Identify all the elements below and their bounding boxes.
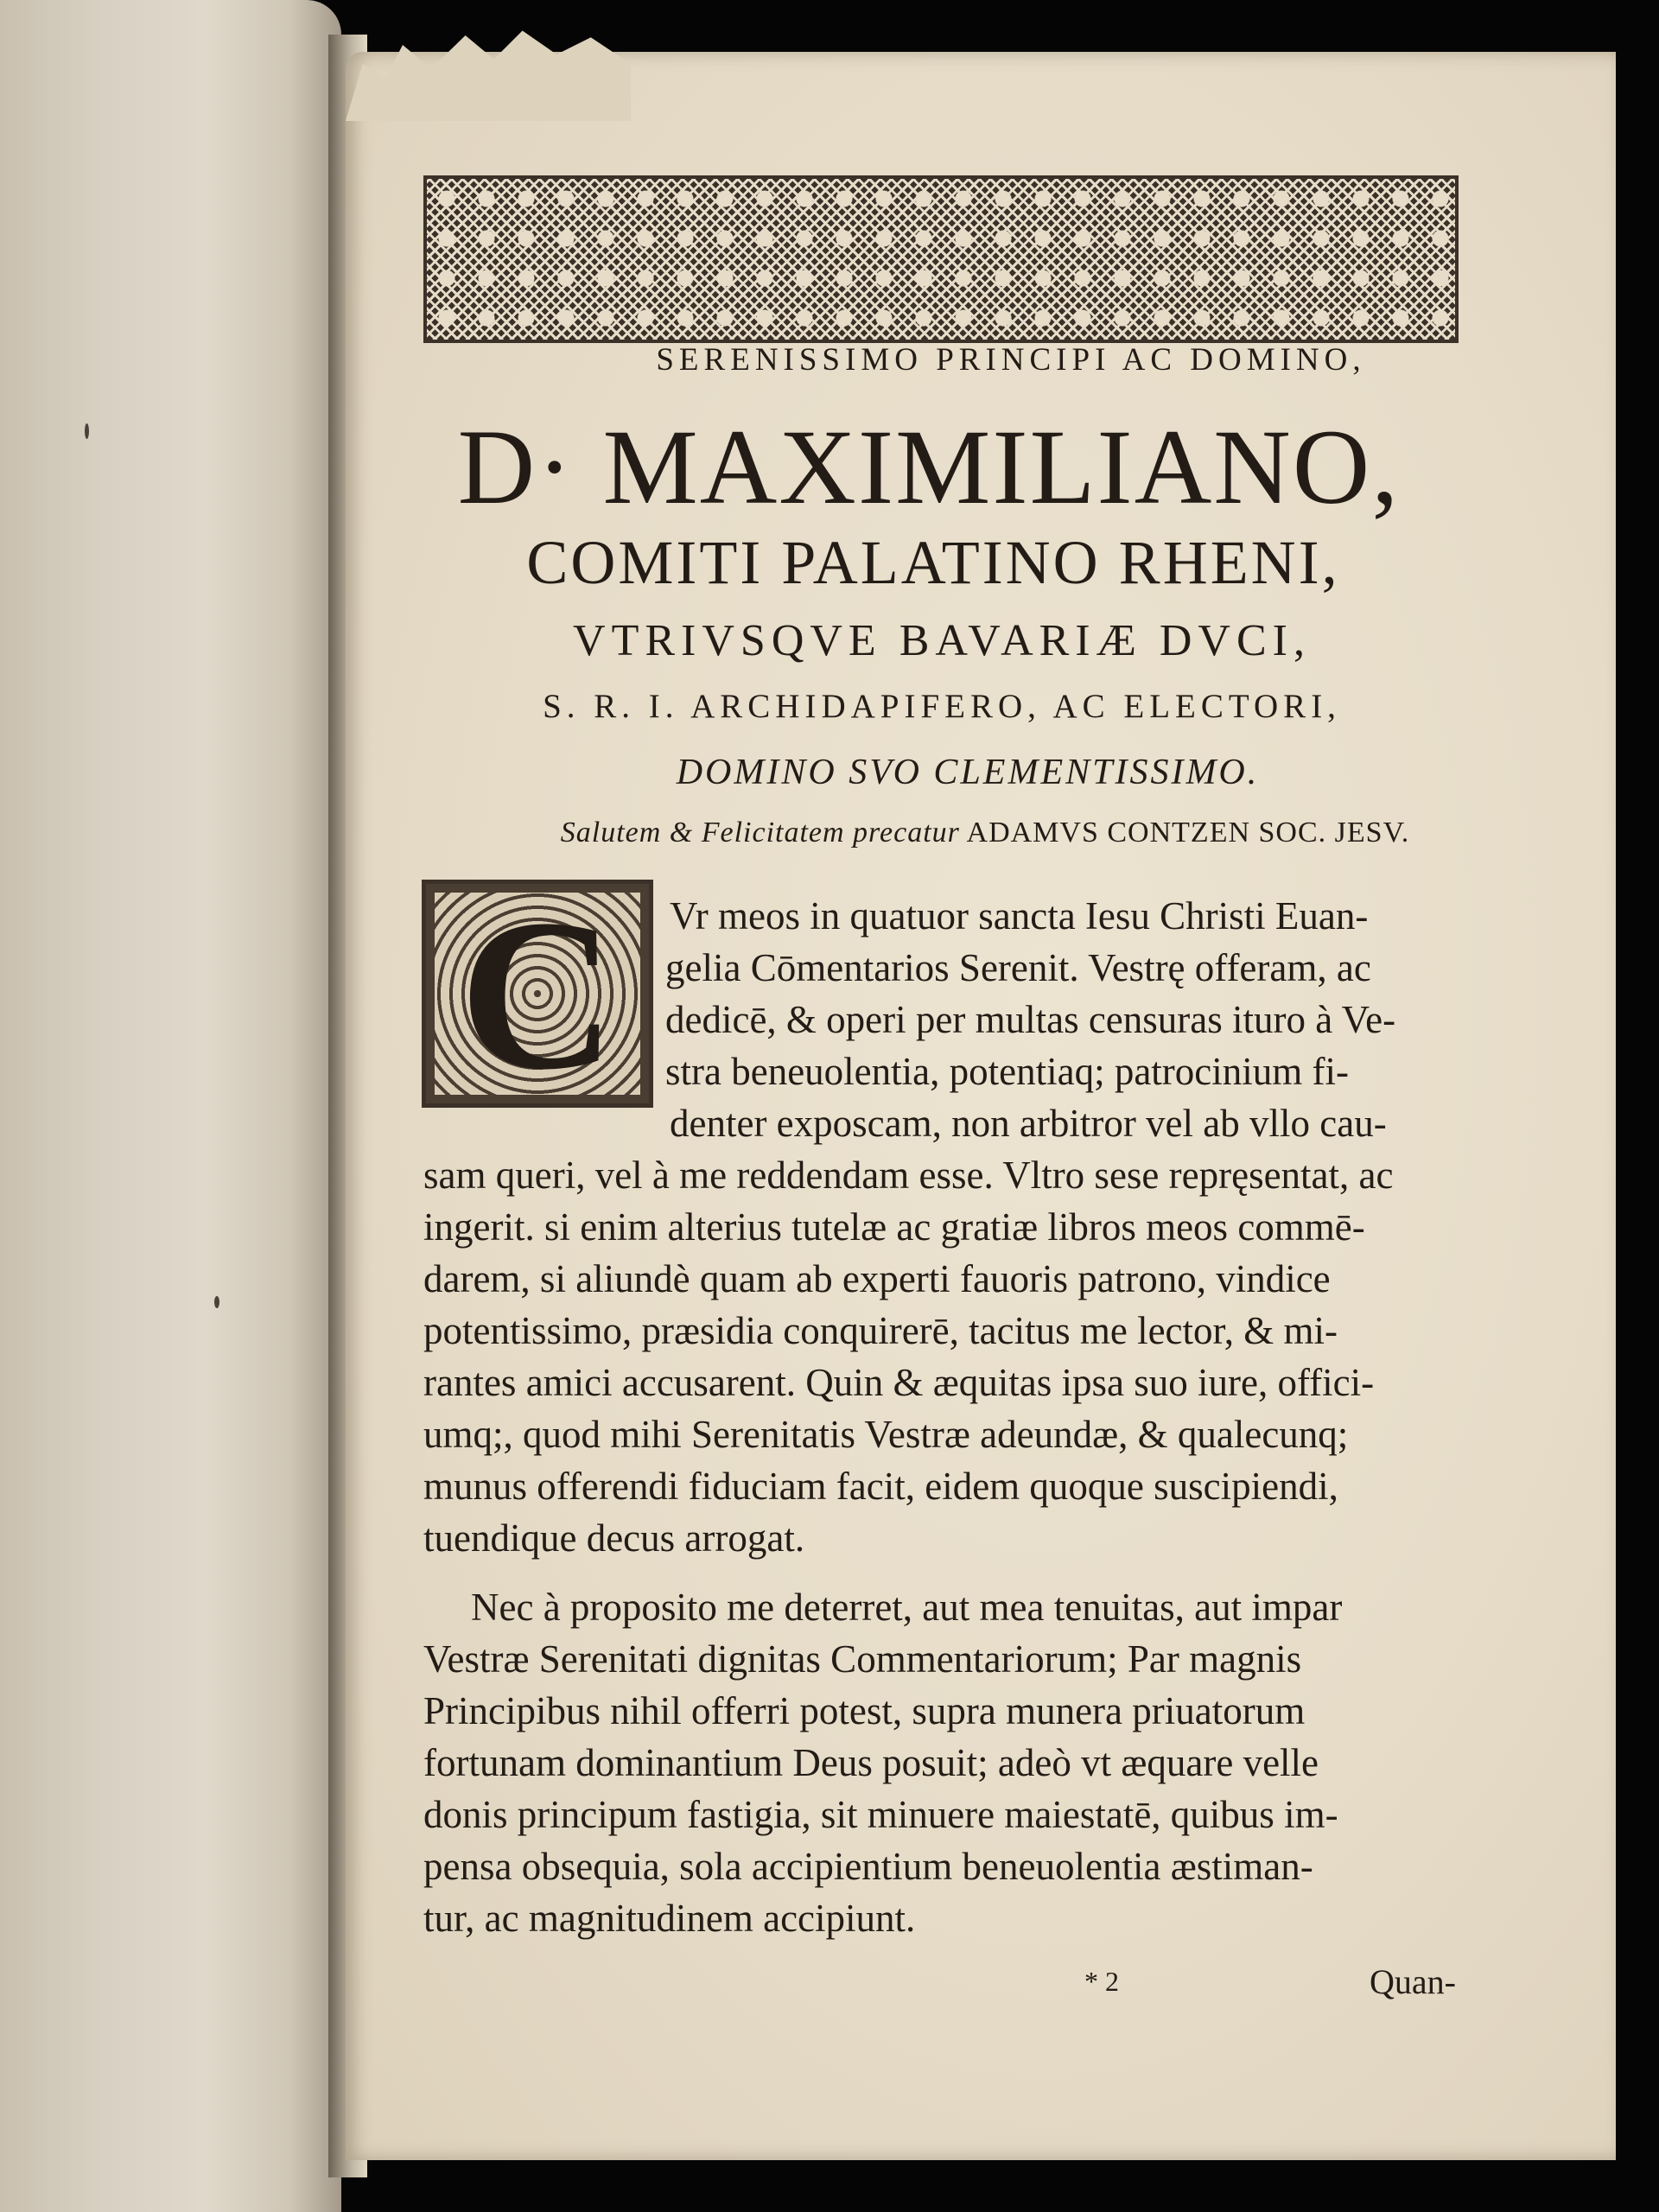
paragraph1-line: gelia Cōmentarios Serenit. Vestrę offeram, ac bbox=[665, 946, 1371, 989]
salutation-author: ADAMVS CONTZEN SOC. JESV. bbox=[966, 817, 1410, 849]
paragraph1-line: potentissimo, præsidia conquirerē, tacitus me lector, & mi- bbox=[423, 1309, 1338, 1352]
paragraph2-line: Nec à proposito me deterret, aut mea tenuitas, aut impar bbox=[471, 1586, 1343, 1629]
paragraph1-line: stra beneuolentia, potentiaq; patrocinium fi- bbox=[665, 1050, 1349, 1093]
paragraph2-line: pensa obsequia, sola accipientium beneuolentia æstiman- bbox=[423, 1845, 1313, 1888]
dedication-line: SERENISSIMO PRINCIPI AC DOMINO, bbox=[656, 342, 1366, 378]
torn-page-corner bbox=[346, 26, 631, 121]
decorative-headpiece bbox=[423, 175, 1459, 343]
paragraph2-line: Vestræ Serenitati dignitas Commentariorum; Par magnis bbox=[423, 1637, 1302, 1681]
title-comiti: COMITI PALATINO RHENI, bbox=[526, 528, 1340, 597]
paragraph1-line: rantes amici accusarent. Quin & æquitas ipsa suo iure, offici- bbox=[423, 1361, 1375, 1404]
paragraph2-line: donis principum fastigia, sit minuere maiestatē, quibus im- bbox=[423, 1793, 1338, 1836]
paragraph1-line: ingerit. si enim alterius tutelæ ac gratiæ libros meos commē- bbox=[423, 1205, 1365, 1249]
salutation-line bbox=[518, 817, 1452, 849]
title-duci: VTRIVSQVE BAVARIÆ DVCI, bbox=[573, 616, 1311, 665]
paragraph1-line: munus offerendi fiduciam facit, eidem quoque suscipiendi, bbox=[423, 1465, 1338, 1508]
signature-mark: * 2 bbox=[1084, 1966, 1119, 1997]
paragraph2-line: tur, ac magnitudinem accipiunt. bbox=[423, 1897, 916, 1940]
catchword: Quan- bbox=[1370, 1962, 1456, 2001]
salutation-italic: Salutem & Felicitatem precatur bbox=[560, 817, 960, 849]
flyleaf-blank-page bbox=[0, 0, 341, 2212]
paragraph1-line: darem, si aliundè quam ab experti fauoris patrono, vindice bbox=[423, 1257, 1331, 1300]
paragraph1-line: Vr meos in quatuor sancta Iesu Christi Euan- bbox=[670, 894, 1369, 938]
title-archidapifero: S. R. I. ARCHIDAPIFERO, AC ELECTORI, bbox=[543, 688, 1341, 725]
title-domino: DOMINO SVO CLEMENTISSIMO. bbox=[676, 753, 1260, 792]
paragraph1-line: umq;, quod mihi Serenitatis Vestræ adeundæ, & qualecunq; bbox=[423, 1413, 1349, 1456]
dropcap-initial bbox=[422, 875, 653, 1115]
paragraph1-line: denter exposcam, non arbitror vel ab vllo cau- bbox=[670, 1102, 1387, 1145]
dropcap-letter: C bbox=[459, 875, 616, 1115]
paragraph2-line: fortunam dominantium Deus posuit; adeò vt æquare velle bbox=[423, 1741, 1319, 1784]
paragraph1-line: tuendique decus arrogat. bbox=[423, 1516, 805, 1560]
page-speck bbox=[214, 1296, 219, 1308]
page-speck bbox=[85, 423, 89, 439]
paragraph1-line: dedicē, & operi per multas censuras ituro à Ve- bbox=[665, 998, 1396, 1041]
paragraph1-line: sam queri, vel à me reddendam esse. Vltro sese repręsentat, ac bbox=[423, 1154, 1394, 1197]
dedicatee-name: D· MAXIMILIANO, bbox=[457, 408, 1401, 526]
paragraph2-line: Principibus nihil offerri potest, supra munera priuatorum bbox=[423, 1689, 1306, 1732]
